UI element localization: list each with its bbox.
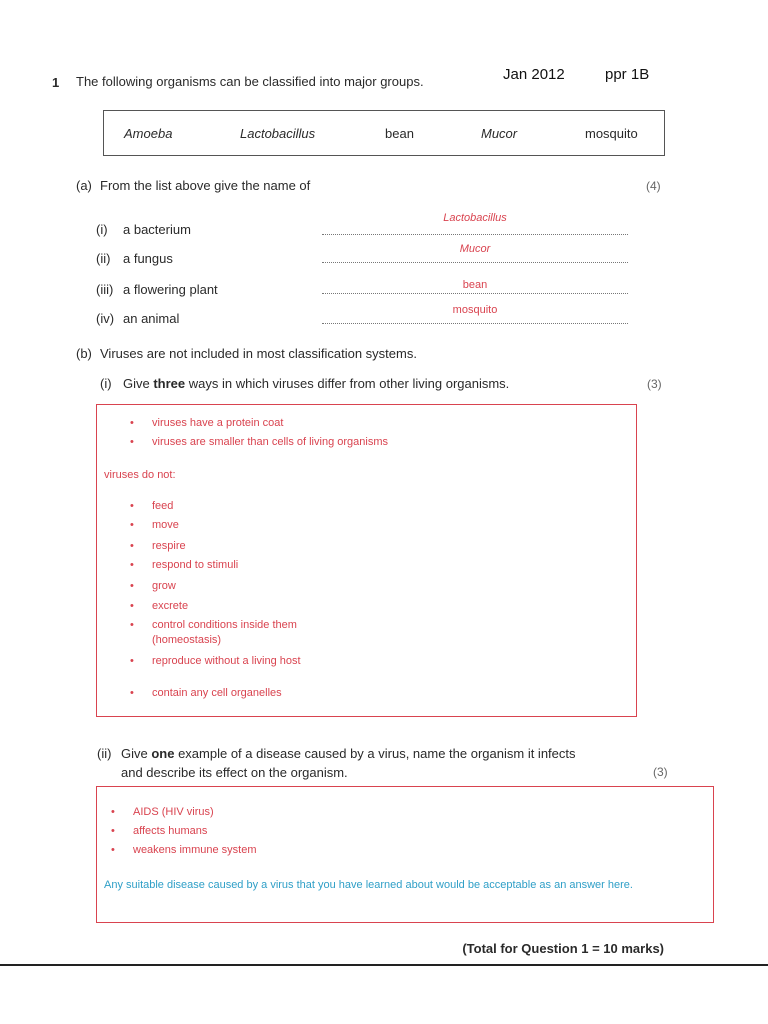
homeostasis-note: (homeostasis) <box>152 634 222 646</box>
list-item-text: respire <box>152 540 186 552</box>
bullet-icon: • <box>130 655 134 667</box>
part-a-prompt: From the list above give the name of <box>100 178 311 193</box>
do-not-heading: viruses do not: <box>104 469 176 481</box>
list-item-text: viruses have a protein coat <box>152 417 284 429</box>
part-a-iii-answer: bean <box>462 279 488 291</box>
bullet-icon: • <box>130 600 134 612</box>
list-item-text: feed <box>152 500 174 512</box>
organism-mucor: Mucor <box>481 126 518 141</box>
part-b-i-pre: Give <box>123 376 154 391</box>
exam-date: Jan 2012 <box>503 66 565 83</box>
bullet-icon: • <box>111 844 115 856</box>
part-a-marks: (4) <box>646 179 661 193</box>
part-a-i-text: a bacterium <box>123 222 191 237</box>
part-b-ii-bold: one <box>151 746 175 761</box>
question-intro: The following organisms can be classified into major groups. <box>76 74 424 89</box>
part-a-iv-roman: (iv) <box>96 311 115 326</box>
bullet-icon: • <box>130 580 134 592</box>
part-b-ii-line2: and describe its effect on the organism. <box>121 765 348 780</box>
page-divider <box>0 964 768 966</box>
list-item-text: grow <box>152 580 176 592</box>
marking-note: Any suitable disease caused by a virus that you have learned about would be acceptable as an answer here. <box>104 879 633 891</box>
paper-code: ppr 1B <box>605 66 650 83</box>
question-number: 1 <box>52 75 60 90</box>
part-a-iii-text: a flowering plant <box>123 282 218 297</box>
bullet-icon: • <box>130 619 134 631</box>
part-b-ii-marks: (3) <box>653 765 668 779</box>
question-total: (Total for Question 1 = 10 marks) <box>462 941 664 956</box>
bullet-icon: • <box>130 687 134 699</box>
bullet-icon: • <box>130 500 134 512</box>
part-b-label: (b) <box>76 346 92 361</box>
part-a-iv-answer: mosquito <box>452 304 498 316</box>
bullet-icon: • <box>111 825 115 837</box>
part-a-ii-roman: (ii) <box>96 251 111 266</box>
bullet-icon: • <box>130 519 134 531</box>
answer-line <box>322 262 628 263</box>
part-b-statement: Viruses are not included in most classification systems. <box>100 346 417 361</box>
bullet-icon: • <box>130 559 134 571</box>
organism-lactobacillus: Lactobacillus <box>240 126 316 141</box>
part-b-ii-pre: Give <box>121 746 152 761</box>
list-item-text: AIDS (HIV virus) <box>133 806 214 818</box>
part-a-label: (a) <box>76 178 92 193</box>
part-a-iii-roman: (iii) <box>96 282 114 297</box>
part-a-i-roman: (i) <box>96 222 108 237</box>
bullet-icon: • <box>111 806 115 818</box>
part-a-i-answer: Lactobacillus <box>443 212 507 224</box>
list-item-text: viruses are smaller than cells of living organisms <box>152 436 388 448</box>
organism-bean: bean <box>385 126 414 141</box>
bullet-icon: • <box>130 540 134 552</box>
part-b-ii-question <box>121 746 576 761</box>
answer-line <box>322 234 628 235</box>
part-b-i-post: ways in which viruses differ from other living organisms. <box>185 376 510 391</box>
answer-line <box>322 293 628 294</box>
list-item-text: affects humans <box>133 825 208 837</box>
organism-amoeba: Amoeba <box>124 126 173 141</box>
organism-list-box <box>103 110 665 156</box>
list-item-text: reproduce without a living host <box>152 655 301 667</box>
part-b-i-roman: (i) <box>100 376 112 391</box>
part-a-ii-text: a fungus <box>123 251 173 266</box>
part-b-ii-post: example of a disease caused by a virus, name the organism it infects <box>174 746 576 761</box>
list-item-text: control conditions inside them <box>152 619 297 631</box>
list-item-text: move <box>152 519 179 531</box>
part-a-iv-text: an animal <box>123 311 180 326</box>
bullet-icon: • <box>130 436 134 448</box>
part-b-i-marks: (3) <box>647 377 662 391</box>
part-b-i-bold: three <box>153 376 186 391</box>
part-a-ii-answer: Mucor <box>459 243 491 255</box>
answer-line <box>322 323 628 324</box>
organism-mosquito: mosquito <box>585 126 638 141</box>
list-item-text: excrete <box>152 600 189 612</box>
list-item-text: contain any cell organelles <box>152 687 282 699</box>
list-item-text: respond to stimuli <box>152 559 239 571</box>
part-b-i-question <box>123 376 509 391</box>
bullet-icon: • <box>130 417 134 429</box>
list-item-text: weakens immune system <box>133 844 257 856</box>
part-b-ii-roman: (ii) <box>97 746 112 761</box>
